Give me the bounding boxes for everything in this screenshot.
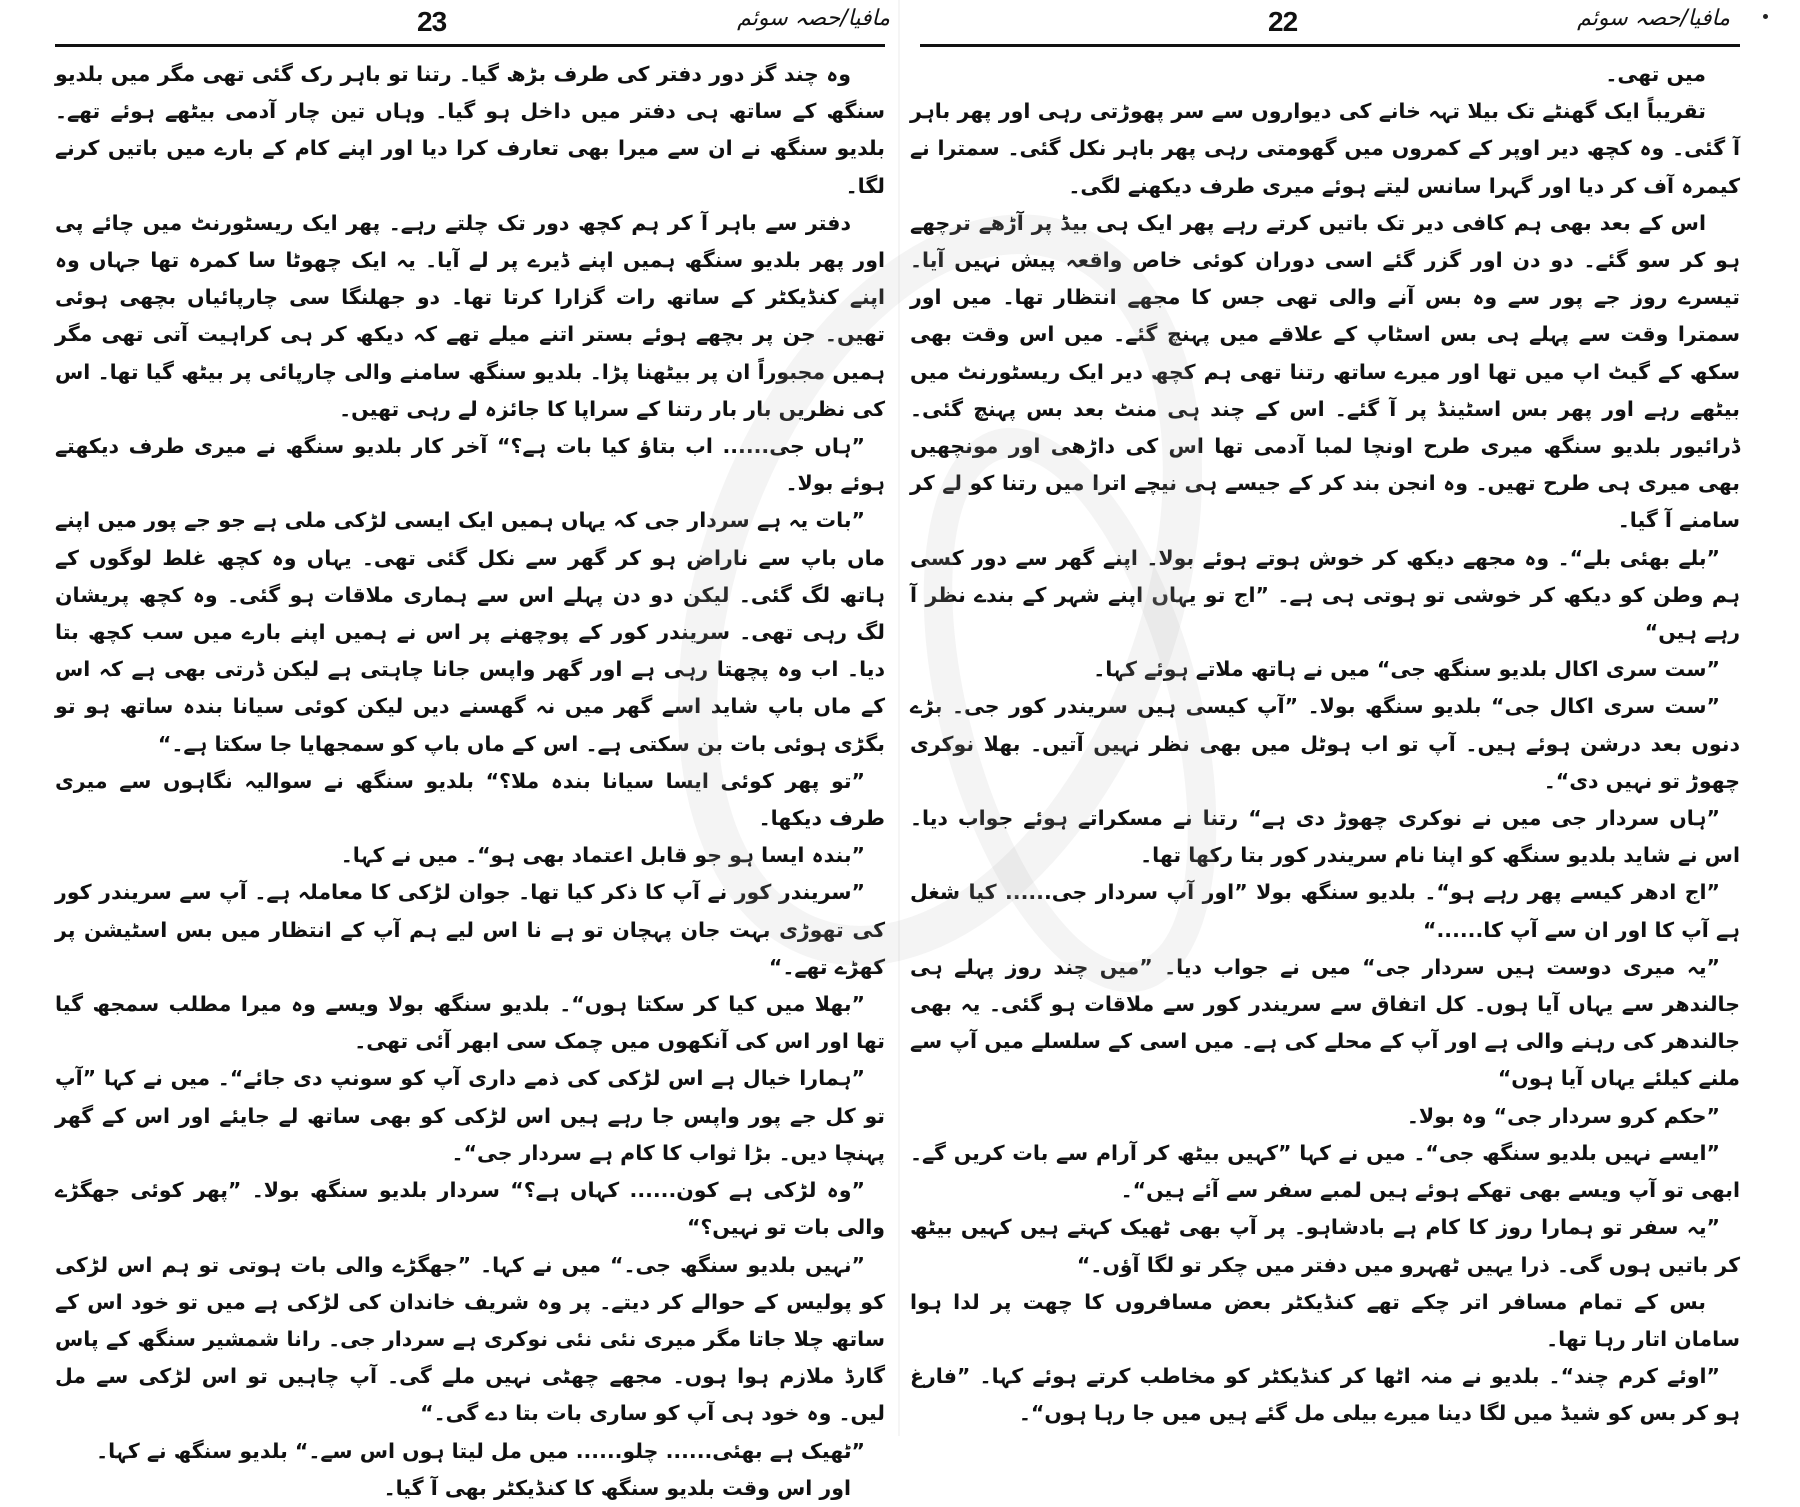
paragraph: ”ہمارا خیال ہے اس لڑکی کی ذمے داری آپ کو سونپ دی جائے“۔ میں نے کہا ”آپ تو کل جے پور واپس جا رہے ہیں اس لڑکی کو بھی ساتھ لے جایئے اور اس کے گھر پہنچا دیں۔ بڑا ثواب کا کام ہے سردار جی“۔ (55, 1066, 885, 1165)
paragraph: ”نہیں بلدیو سنگھ جی۔“ میں نے کہا۔ ”جھگڑے والی بات ہوتی تو ہم اس لڑکی کو پولیس کے حوالے کر دیتے۔ پر وہ شریف خاندان کی لڑکی ہے میں تو خود اس کے ساتھ چلا جاتا مگر میری نئی نئی نوکری ہے سردار جی۔ رانا شمشیر سنگھ کے پاس گارڈ ملازم ہوا ہوں۔ مجھے چھٹی نہیں ملے گی۔ آپ چاہیں تو اس لڑکی سے مل لیں۔ وہ خود ہی آپ کو ساری بات بتا دے گی۔“ (55, 1252, 885, 1426)
paragraph: ”سریندر کور نے آپ کا ذکر کیا تھا۔ جوان لڑکی کا معاملہ ہے۔ آپ سے سریندر کور کی تھوڑی بہت جان پہچان تو ہے نا اس لیے ہم آپ کے انتظار میں بس اسٹیشن پر کھڑے تھے۔“ (55, 880, 885, 979)
paragraph: ”وہ لڑکی ہے کون...... کہاں ہے؟“ سردار بلدیو سنگھ بولا۔ ”پھر کوئی جھگڑے والی بات تو نہیں؟“ (55, 1178, 885, 1240)
paragraph: ”بھلا میں کیا کر سکتا ہوں“۔ بلدیو سنگھ بولا ویسے وہ میرا مطلب سمجھ گیا تھا اور اس کی آنکھوں میں چمک سی ابھر آئی تھی۔ (55, 992, 885, 1054)
paragraph: ”تو پھر کوئی ایسا سیانا بندہ ملا؟“ بلدیو سنگھ نے سوالیہ نگاہوں سے میری طرف دیکھا۔ (55, 768, 885, 831)
paragraph: دفتر سے باہر آ کر ہم کچھ دور تک چلتے رہے۔ پھر ایک ریسٹورنٹ میں چائے پی اور پھر بلدیو سنگھ ہمیں اپنے ڈیرے پر لے آیا۔ یہ ایک چھوٹا سا کمرہ تھا جہاں وہ اپنے کنڈیکٹر کے ساتھ رات گزارا کرتا تھا۔ دو جھلنگا سی چارپائیاں بچھی ہوئی تھیں۔ جن پر بچھے ہوئے بستر اتنے میلے تھے کہ دیکھ کر ہی کراہیت آتی تھی مگر ہمیں مجبوراً ان پر بیٹھنا پڑا۔ بلدیو سنگھ سامنے والی چارپائی پر بیٹھ گیا تھا۔ اس کی نظریں بار بار رتنا کے سراپا کا جائزہ لے رہی تھیں۔ (55, 210, 885, 421)
paragraph: ”حکم کرو سردار جی“ وہ بولا۔ (1406, 1103, 1720, 1128)
left-page (0, 0, 900, 1500)
paragraph: میں تھی۔ (1605, 62, 1706, 86)
paragraph: بس کے تمام مسافر اتر چکے تھے کنڈیکٹر بعض مسافروں کا چھت پر لدا ہوا سامان اتار رہا تھا۔ (910, 1289, 1740, 1351)
header-rule (55, 44, 885, 47)
scan-mark (1763, 14, 1768, 19)
page-body (910, 56, 1740, 1433)
paragraph: ”اوئے کرم چند“۔ بلدیو نے منہ اٹھا کر کنڈیکٹر کو مخاطب کرتے ہوئے کہا۔ ”فارغ ہو کر بس کو شیڈ میں لگا دینا میرے بیلی مل گئے ہیں میں جا رہا ہوں“۔ (910, 1364, 1740, 1426)
running-title: مافیا/حصہ سوئم (737, 6, 890, 31)
page-header (910, 0, 1750, 46)
paragraph: ”ایسے نہیں بلدیو سنگھ جی“۔ میں نے کہا ”کہیں بیٹھ کر آرام سے بات کریں گے۔ ابھی تو آپ ویسے بھی تھکے ہوئے ہیں لمبے سفر سے آئے ہیں“۔ (910, 1140, 1740, 1203)
paragraph: ”ست سری اکال بلدیو سنگھ جی“ میں نے ہاتھ ملاتے ہوئے کہا۔ (1093, 657, 1720, 682)
paragraph: اور اس وقت بلدیو سنگھ کا کنڈیکٹر بھی آ گیا۔ (383, 1475, 851, 1500)
paragraph: ”بندہ ایسا ہو جو قابل اعتماد بھی ہو“۔ میں نے کہا۔ (340, 843, 865, 868)
paragraph: ”یہ میری دوست ہیں سردار جی“ میں نے جواب دیا۔ ”میں چند روز پہلے ہی جالندھر سے یہاں آیا ہوں۔ کل اتفاق سے سریندر کور سے ملاقات ہو گئی۔ یہ بھی جالندھر کی رہنے والی ہے اور آپ کے محلے کی ہے۔ میں اسی کے سلسلے میں آپ سے ملنے کیلئے یہاں آیا ہوں“ (910, 954, 1740, 1091)
paragraph: ”بلے بھئی بلے“۔ وہ مجھے دیکھ کر خوش ہوتے ہوئے بولا۔ اپنے گھر سے دور کسی ہم وطن کو دیکھ کر خوشی تو ہوتی ہی ہے۔ ”اج تو یہاں اپنے شہر کے بندے نظر آ رہے ہیں“ (910, 545, 1740, 645)
paragraph: ”ہاں جی...... اب بتاؤ کیا بات ہے؟“ آخر کار بلدیو سنگھ نے میری طرف دیکھتے ہوئے بولا۔ (55, 434, 885, 496)
paragraph: ”ہاں سردار جی میں نے نوکری چھوڑ دی ہے“ رتنا نے مسکراتے ہوئے جواب دیا۔ اس نے شاید بلدیو سنگھ کو اپنا نام سریندر کور بتا رکھا تھا۔ (910, 806, 1740, 868)
paragraph: تقریباً ایک گھنٹے تک بیلا تہہ خانے کی دیواروں سے سر پھوڑتی رہی اور پھر باہر آ گئی۔ وہ کچھ دیر اوپر کے کمروں میں گھومتی رہی پھر باہر نکل گئی۔ سمترا نے کیمرہ آف کر دیا اور گہرا سانس لیتے ہوئے میری طرف دیکھنے لگی۔ (910, 99, 1740, 198)
paragraph: ”ست سری اکال جی“ بلدیو سنگھ بولا۔ ”آپ کیسی ہیں سریندر کور جی۔ بڑے دنوں بعد درشن ہوئے ہیں۔ آپ تو اب ہوٹل میں بھی نظر نہیں آتیں۔ بھلا نوکری چھوڑ تو نہیں دی“۔ (910, 694, 1740, 793)
page-number: 23 (417, 6, 447, 37)
paragraph: ”اج ادھر کیسے پھر رہے ہو“۔ بلدیو سنگھ بولا ”اور آپ سردار جی...... کیا شغل ہے آپ کا اور ان سے آپ کا......“ (910, 880, 1740, 942)
paragraph: ”ٹھیک ہے بھئی...... چلو...... میں مل لیتا ہوں اس سے۔“ بلدیو سنگھ نے کہا۔ (96, 1438, 865, 1463)
paragraph: وہ چند گز دور دفتر کی طرف بڑھ گیا۔ رتنا تو باہر رک گئی تھی مگر میں بلدیو سنگھ کے ساتھ ہی دفتر میں داخل ہو گیا۔ وہاں تین چار آدمی بیٹھے ہوئے تھے۔ بلدیو سنگھ نے ان سے میرا بھی تعارف کرا دیا اور اپنے کام کے بارے میں باتیں کرنے لگا۔ (55, 62, 885, 198)
paragraph: ”یہ سفر تو ہمارا روز کا کام ہے بادشاہو۔ پر آپ بھی ٹھیک کہتے ہیں کہیں بیٹھ کر باتیں ہوں گی۔ ذرا یہیں ٹھہرو میں دفتر میں چکر تو لگا آؤں۔“ (910, 1215, 1740, 1277)
right-page (900, 0, 1800, 1436)
running-title: مافیا/حصہ سوئم (1577, 6, 1730, 31)
paragraph: اس کے بعد بھی ہم کافی دیر تک باتیں کرتے رہے پھر ایک ہی بیڈ پر آڑھے ترچھے ہو کر سو گئے۔ دو دن اور گزر گئے اسی دوران کوئی خاص واقعہ پیش نہیں آیا۔ تیسرے روز جے پور سے وہ بس آنے والی تھی جس کا مجھے انتظار تھا۔ میں اور سمترا وقت سے پہلے ہی بس اسٹاپ کے علاقے میں پہنچ گئے۔ میں اس وقت بھی سکھ کے گیٹ اپ میں تھا اور میرے ساتھ رتنا تھی ہم کچھ دیر ایک ریسٹورنٹ میں بیٹھے رہے اور پھر بس اسٹینڈ پر آ گئے۔ اس کے چند ہی منٹ بعد بس پہنچ گئی۔ ڈرائیور بلدیو سنگھ میری طرح اونچا لمبا آدمی تھا اس کی داڑھی اور مونچھیں بھی میری ہی طرح تھیں۔ وہ انجن بند کر کے جیسے ہی نیچے اترا میں رتنا کو لے کر سامنے آ گیا۔ (910, 210, 1740, 533)
page-header (60, 0, 890, 46)
header-rule (920, 44, 1740, 47)
page-body (55, 56, 885, 1507)
page-number: 22 (1268, 6, 1298, 37)
paragraph: ”بات یہ ہے سردار جی کہ یہاں ہمیں ایک ایسی لڑکی ملی ہے جو جے پور میں اپنے ماں باپ سے ناراض ہو کر گھر سے نکل گئی تھی۔ یہاں وہ کچھ غلط لوگوں کے ہاتھ لگ گئی۔ لیکن دو دن پہلے اس سے ہماری ملاقات ہو گئی۔ وہ کچھ پریشان لگ رہی تھی۔ سریندر کور کے پوچھنے پر اس نے ہمیں اپنے بارے میں سب کچھ بتا دیا۔ اب وہ پچھتا رہی ہے اور گھر واپس جانا چاہتی ہے لیکن ڈرتی بھی ہے کہ اس کے ماں باپ شاید اسے گھر میں نہ گھسنے دیں لیکن کوئی سیانا بندہ ساتھ ہو تو بگڑی ہوئی بات بن سکتی ہے۔ اس کے ماں باپ کو سمجھایا جا سکتا ہے۔“ (55, 508, 885, 756)
